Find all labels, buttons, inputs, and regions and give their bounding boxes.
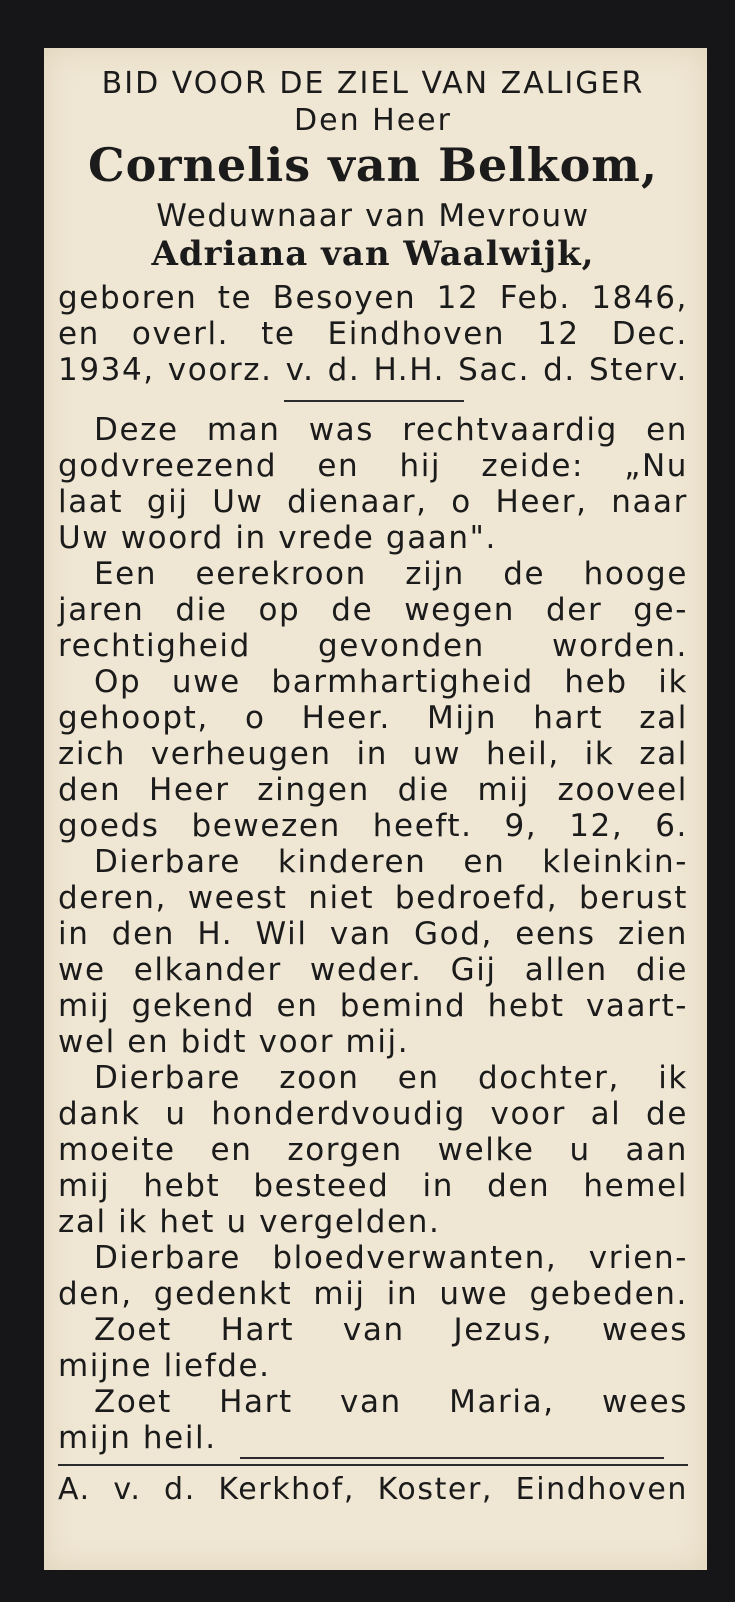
text-line: jaren die op de wegen der ge- [58, 592, 688, 628]
text-line: mij hebt besteed in den hemel [58, 1168, 688, 1204]
text-line: Dierbare kinderen en kleinkin- [94, 844, 688, 880]
text-line: Zoet Hart van Jezus, wees [94, 1312, 688, 1348]
footer-divider [58, 1464, 688, 1466]
text-line: godvreezend en hij zeide: „Nu [58, 448, 688, 484]
prayer-card [44, 48, 707, 1570]
text-line: den Heer zingen die mij zooveel [58, 772, 688, 808]
text-line: den, gedenkt mij in uwe gebeden. [58, 1276, 688, 1312]
text-line: moeite en zorgen welke u aan [58, 1132, 688, 1168]
text-line: laat gij Uw dienaar, o Heer, naar [58, 484, 688, 520]
text-line: Deze man was rechtvaardig en [94, 412, 688, 448]
spouse-name: Adriana van Waalwijk, [151, 234, 595, 274]
closing-rule-short [240, 1457, 664, 1459]
deceased-name: Cornelis van Belkom, [88, 138, 658, 192]
text-line: deren, weest niet bedroefd, berust [58, 880, 688, 916]
text-line: goeds bewezen heeft. 9, 12, 6. [58, 808, 688, 844]
honorific: Den Heer [294, 103, 452, 138]
text-line: mij gekend en bemind hebt vaart- [58, 988, 688, 1024]
text-line: Uw woord in vrede gaan". [58, 520, 497, 556]
header-divider [284, 400, 464, 402]
text-line: Op uwe barmhartigheid heb ik [94, 664, 688, 700]
text-line: rechtigheid gevonden worden. [58, 628, 688, 664]
text-line: Dierbare bloedverwanten, vrien- [94, 1240, 688, 1276]
text-line: in den H. Wil van God, eens zien [58, 916, 688, 952]
card-title: BID VOOR DE ZIEL VAN ZALIGER [101, 66, 645, 101]
birth-line: geboren te Besoyen 12 Feb. 1846, [58, 280, 688, 316]
text-line: gehoopt, o Heer. Mijn hart zal [58, 700, 688, 736]
death-line: en overl. te Eindhoven 12 Dec. [58, 316, 688, 352]
text-line: dank u honderdvoudig voor al de [58, 1096, 688, 1132]
text-line: zal ik het u vergelden. [58, 1204, 441, 1240]
text-line: we elkander weder. Gij allen die [58, 952, 688, 988]
text-line: mijn heil. [58, 1420, 217, 1456]
relation-line: Weduwnaar van Mevrouw [156, 198, 590, 234]
text-line: Zoet Hart van Maria, wees [94, 1384, 688, 1420]
text-line: Dierbare zoon en dochter, ik [94, 1060, 688, 1096]
text-line: Een eerekroon zijn de hooge [94, 556, 688, 592]
text-line: mijne liefde. [58, 1348, 271, 1384]
sacraments-line: 1934, voorz. v. d. H.H. Sac. d. Sterv. [58, 352, 688, 388]
text-line: wel en bidt voor mij. [58, 1024, 410, 1060]
text-line: zich verheugen in uw heil, ik zal [58, 736, 688, 772]
printer-credit: A. v. d. Kerkhof, Koster, Eindhoven [58, 1472, 688, 1507]
